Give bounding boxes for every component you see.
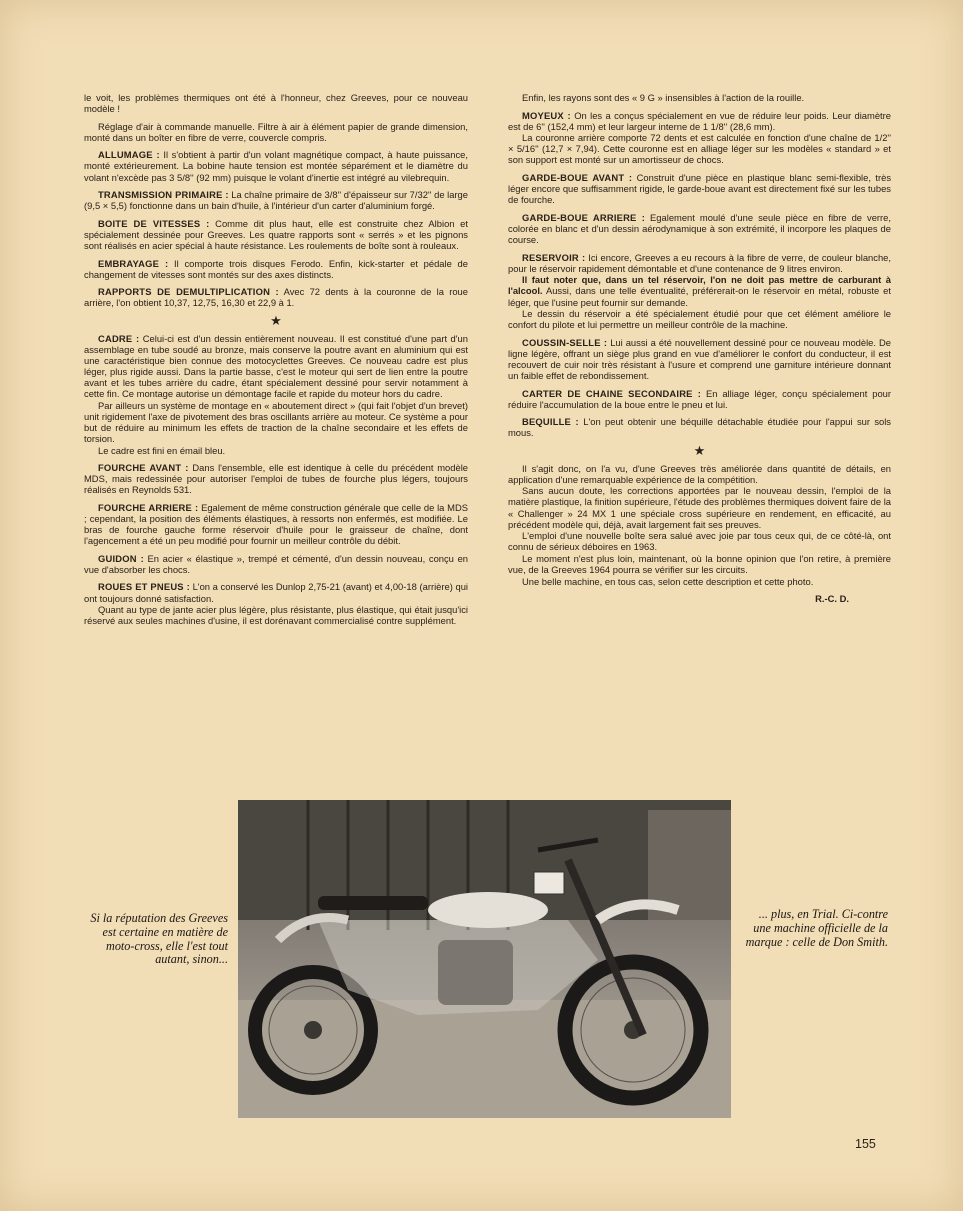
- article-right-column: [508, 92, 891, 611]
- spec-paragraph: [84, 189, 468, 211]
- photo-caption-right: ... plus, en Trial. Ci-contre une machine officielle de la marque : celle de Don Smith.: [745, 907, 888, 949]
- photo-caption-left: Si la réputation des Greeves est certaine en matière de moto-cross, elle l'est tout autant, sinon...: [90, 911, 228, 967]
- spec-paragraph: [84, 581, 468, 603]
- section-heading: COUSSIN-SELLE :: [522, 336, 608, 348]
- spec-paragraph: [508, 252, 891, 274]
- body-paragraph: Par ailleurs un système de montage en « aboutement direct » (qui fait l'objet d'un brevet) unit rigidement l'axe de pivotement des bras oscillants arrière au moteur. Ce système a pour but de réduire au minimum les effets de traction de la chaîne secondaire et les effets de torsion.: [84, 399, 468, 444]
- section-text: Ici encore, Greeves a eu recours à la fibre de verre, de couleur blanche, pour le réservoir rapidement démontable et d'une contenance de 9 litres environ.: [508, 251, 891, 274]
- spec-paragraph: [84, 553, 468, 575]
- section-separator-star: ★: [270, 313, 282, 328]
- spec-paragraph: [84, 258, 468, 280]
- spec-paragraph: [508, 388, 891, 410]
- body-paragraph: Une belle machine, en tous cas, selon cette description et cette photo.: [522, 575, 814, 587]
- body-paragraph: le voit, les problèmes thermiques ont été à l'honneur, chez Greeves, pour ce nouveau modèle !: [84, 92, 468, 115]
- bold-emphasis: Il faut noter que, dans un tel réservoir, l'on ne doit pas mettre de carburant à l'alcool.: [508, 274, 891, 297]
- section-heading: FOURCHE AVANT :: [98, 462, 189, 474]
- section-heading: GARDE-BOUE ARRIERE :: [522, 211, 646, 223]
- paragraph-text: Aussi, dans une telle éventualité, préférerait-on le réservoir en métal, robuste et léger, que l'usine peut fournir sur demande.: [508, 285, 891, 308]
- section-text: La chaîne primaire de 3/8'' d'épaisseur sur 7/32'' de large (9,5 × 5,5) fonctionne dans un bain d'huile, à l'intérieur d'un carter d'aluminium forgé.: [84, 189, 468, 212]
- section-heading: EMBRAYAGE :: [98, 257, 169, 269]
- section-heading: RAPPORTS DE DEMULTIPLICATION :: [98, 286, 279, 298]
- spec-paragraph: [84, 149, 468, 182]
- spec-paragraph: [508, 416, 891, 438]
- spec-paragraph: [84, 502, 468, 546]
- section-heading: GARDE-BOUE AVANT :: [522, 172, 633, 184]
- section-heading: GUIDON :: [98, 552, 144, 564]
- body-paragraph: La couronne arrière comporte 72 dents et est calculée en fonction d'une chaîne de 1/2'' × 5/16'' (12,7 × 7,94). Cette couronne est en alliage léger sur les modèles « standard » et son support est monté sur un amortisseur de chocs.: [508, 132, 891, 166]
- section-heading: BEQUILLE :: [522, 416, 579, 428]
- section-heading: RESERVOIR :: [522, 251, 586, 263]
- section-text: Comme dit plus haut, elle est construite chez Albion et spécialement dessinée pour Greeves. Les quatre rapports sont « serrés » et les pignons sont réalisés en acier spécial à haute résistance. Les roulements de boîte sont à rouleaux.: [84, 217, 468, 252]
- body-paragraph: Le moment n'est plus loin, maintenant, où la bonne opinion que l'on retire, à première vue, de la Greeves 1964 pourra se vérifier sur les circuits.: [508, 552, 891, 575]
- spec-paragraph: [508, 172, 891, 205]
- motorcycle-photo: [238, 800, 731, 1118]
- spec-paragraph: [508, 110, 891, 132]
- body-paragraph: Le cadre est fini en émail bleu.: [98, 444, 226, 456]
- section-text: L'on peut obtenir une béquille détachable étudiée pour l'appui sur sols mous.: [508, 416, 891, 439]
- page-number: 155: [855, 1137, 876, 1151]
- section-heading: CADRE :: [98, 332, 140, 344]
- body-paragraph: Réglage d'air à commande manuelle. Filtre à air à élément papier de grande dimension, monté dans un boîter en fibre de verre, couvercle compris.: [84, 120, 468, 143]
- section-text: En alliage léger, conçu spécialement pour réduire l'accumulation de la boue entre le pneu et lui.: [508, 387, 891, 410]
- author-signature: R.-C. D.: [815, 593, 849, 605]
- section-text: Egalement de même construction générale que celle de la MDS ; cependant, la position des éléments élastiques, à ressorts non enfermés, est modifiée. Le bras de fourche gauche forme réservoir d'huile pour le graisseur de chaîne, dont l'agencement a été un peu modifié pour fournir un meilleur contrôle du débit.: [84, 501, 468, 547]
- section-heading: BOITE DE VITESSES :: [98, 217, 210, 229]
- body-paragraph: [508, 274, 891, 307]
- section-text: On les a conçus spécialement en vue de réduire leur poids. Leur diamètre est de 6'' (152,4 mm) et leur largeur interne de 1 1/8'' (28,6 mm).: [508, 109, 891, 132]
- spec-paragraph: [84, 286, 468, 308]
- section-text: Lui aussi a été nouvellement dessiné pour ce nouveau modèle. De ligne légère, offrant un siège plus grand en vue d'améliorer le confort du conducteur, il est recouvert de cuir noir très résistant à l'usure et comprend une garniture intérieure donnant un faible effet de rebondissement.: [508, 336, 891, 382]
- section-heading: ALLUMAGE :: [98, 149, 160, 161]
- spec-paragraph: [84, 218, 468, 251]
- section-heading: MOYEUX :: [522, 109, 571, 121]
- body-paragraph: Le dessin du réservoir a été spécialement étudié pour que cet élément améliore le confort du pilote et lui permettre un meilleur contrôle de la machine.: [508, 308, 891, 331]
- section-separator-star: ★: [693, 443, 706, 459]
- section-text: Il s'obtient à partir d'un volant magnétique compact, à haute puissance, monté extérieurement. La bobine haute tension est montée séparément et le diamètre du volant n'excède pas 3 5/8'' (92 mm) puisque le volant d'inertie est intégré au vilebrequin.: [84, 149, 468, 183]
- section-heading: CARTER DE CHAINE SECONDAIRE :: [522, 387, 702, 399]
- body-paragraph: Sans aucun doute, les corrections apportées par le nouveau dessin, l'emploi de la matière plastique, la finition supérieure, l'étude des problèmes thermiques doivent faire de la « Challenger » 24 MX 1 une spéciale cross supérieure en rendement, en efficacité, au précédent modèle qui, déjà, avait largement fait ses preuves.: [508, 485, 891, 530]
- section-text: Avec 72 dents à la couronne de la roue arrière, l'on obtient 10,37, 12,75, 16,30 et 22,9 à 1.: [84, 286, 468, 309]
- spec-paragraph: [84, 462, 468, 495]
- section-text: L'on a conservé les Dunlop 2,75-21 (avant) et 4,00-18 (arrière) qui ont toujours donné satisfaction.: [84, 581, 468, 604]
- section-heading: FOURCHE ARRIERE :: [98, 501, 199, 513]
- body-paragraph: L'emploi d'une nouvelle boîte sera salué avec joie par tous ceux qui, de ce côté-là, ont connu de sérieux déboires en 1963.: [508, 530, 891, 553]
- spec-paragraph: [508, 337, 891, 381]
- section-text: Construit d'une pièce en plastique blanc semi-flexible, très léger encore que suffisamment rigide, le garde-boue avant est directement fixé sur les tubes de fourche.: [508, 172, 892, 206]
- section-text: Dans l'ensemble, elle est identique à celle du précédent modèle MDS, mais redessinée pour autoriser l'emploi de tubes de fourche plus légers, toujours réalisés en Reynolds 531.: [84, 462, 469, 496]
- body-paragraph: Enfin, les rayons sont des « 9 G » insensibles à l'action de la rouille.: [522, 92, 805, 103]
- article-left-column: [84, 92, 468, 633]
- section-text: Egalement moulé d'une seule pièce en fibre de verre, colorée en blanc et d'un dessin aérodynamique à son extrémité, il incorpore les plaques de course.: [508, 211, 891, 246]
- section-text: Celui-ci est d'un dessin entièrement nouveau. Il est constitué d'une part d'un assemblage en tube soudé au bronze, mais conserve la poutre avant en aluminium qui est une caractéristique bien connue des motocyclettes Greeves. Ce nouveau cadre est plus léger, plus rigide aussi. Dans la partie basse, c'est le moteur qui sert de lien entre la poutre avant et les tubes arrière du cadre, étant spécialement dessiné pour servir notamment à cette fin. Ce montage autorise un démontage facile et rapide du moteur hors du cadre.: [84, 332, 468, 400]
- section-text: Il comporte trois disques Ferodo. Enfin, kick-starter et pédale de changement de vitesses sont montés sur des axes distincts.: [84, 257, 468, 280]
- spec-paragraph: [508, 212, 891, 245]
- body-paragraph: Il s'agit donc, on l'a vu, d'une Greeves très améliorée dans quantité de détails, en application d'une remarquable expérience de la compétition.: [508, 462, 891, 485]
- section-heading: ROUES ET PNEUS :: [98, 581, 190, 593]
- section-heading: TRANSMISSION PRIMAIRE :: [98, 189, 229, 201]
- spec-paragraph: [84, 333, 468, 400]
- body-paragraph: Quant au type de jante acier plus légère, plus résistante, plus élastique, qui était jusqu'ici réservé aux seules machines d'usine, il est dorénavant commercialisé contre supplément.: [84, 604, 468, 627]
- section-text: En acier « élastique », trempé et cémenté, d'un dessin nouveau, conçu en vue d'absorber les chocs.: [84, 552, 468, 575]
